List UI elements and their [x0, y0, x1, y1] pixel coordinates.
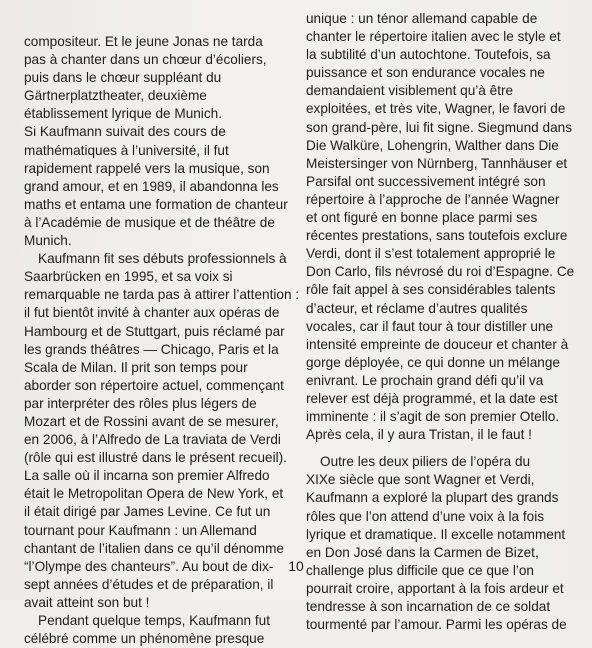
text-line: gorge déployée, ce qui donne un mélange — [306, 354, 560, 370]
text-line: avait atteint son but ! — [24, 594, 150, 610]
text-line: maths et entama une formation de chanteur — [24, 196, 288, 212]
text-line: lyrique et dramatique. Il excelle notamment — [306, 526, 566, 542]
text-line: et ont figuré en bonne place parmi ses — [306, 210, 538, 226]
text-line: était le Metropolitan Opera de New York, et — [24, 486, 284, 502]
text-line: il était dirigé par James Levine. Ce fut un — [24, 504, 271, 520]
text-line: La salle où il incarna son premier Alfredo — [24, 468, 270, 484]
text-line: demandaient visiblement qu’à être — [306, 83, 514, 99]
text-line: sept années d’études et de préparation, il — [24, 576, 274, 592]
text-line — [306, 444, 586, 453]
text-line: enivrant. Le prochain grand défi qu’il va — [306, 372, 544, 388]
text-line: Pendant quelque temps, Kaufmann fut — [38, 613, 271, 628]
text-line: exploitées, et très vite, Wagner, le favori de — [306, 101, 566, 117]
text-line: Meistersinger von Nürnberg, Tannhäuser et — [306, 155, 568, 171]
text-line: Après cela, il y aura Tristan, il le faut ! — [306, 427, 532, 443]
text-line: relever est déjà programmé, et la date est — [306, 390, 558, 406]
text-line: compositeur. Et le jeune Jonas ne tarda — [24, 34, 263, 49]
text-line: XIXe siècle que sont Wagner et Verdi, — [306, 472, 535, 488]
text-line: Die Walküre, Lohengrin, Walther dans Die — [306, 137, 559, 153]
text-line: Outre les deux piliers de l’opéra du — [320, 454, 531, 470]
text-line: Parsifal ont successivement intégré son — [306, 173, 546, 189]
text-line: Kaufmann a exploré la plupart des grands — [306, 490, 559, 506]
text-line: Munich. — [24, 233, 72, 249]
text-line: chantant de l’italien dans ce qu’il dénomme — [24, 540, 284, 556]
text-line: imminente : il s’agit de son premier Otello. — [306, 409, 560, 425]
text-line: à l’Académie de musique et de théâtre de — [24, 214, 275, 230]
text-line: Scala de Milan. Il prit son temps pour — [24, 359, 248, 375]
text-line: rôle fait appel à ses considérables talents — [306, 282, 556, 298]
text-line: rôles que l’on attend d’une voix à la fois — [306, 508, 545, 524]
text-line: répertoire à l’approche de l’année Wagner — [306, 191, 560, 207]
text-line: pourrait croire, apportant à la fois ardeur et — [306, 580, 564, 596]
text-line: Gärtnerplatztheater, deuxième — [24, 88, 207, 104]
text-line: récentes prestations, sans toutefois exclure — [306, 228, 568, 244]
text-line: puissance et son endurance vocales ne — [306, 65, 545, 81]
text-line: vocales, car il faut tour à tour distiller une — [306, 318, 554, 334]
text-line: (rôle qui est illustré dans le présent recueil). — [24, 450, 287, 466]
text-line: Kaufmann fit ses débuts professionnels à — [38, 251, 287, 267]
text-line: pas à chanter dans un chœur d’écoliers, — [24, 52, 267, 68]
text-line: son grand-père, lui fit signe. Siegmund dans — [306, 119, 572, 135]
text-line: la subtilité d’un autochtone. Toutefois, sa — [306, 47, 551, 63]
text-line: tourmenté par l’amour. Parmi les opéras de — [306, 617, 567, 633]
text-line: intensité empreinte de douceur et chanter à — [306, 336, 569, 352]
text-line: aborder son répertoire actuel, commençant — [24, 377, 284, 393]
text-line: mathématiques à l’université, il fut — [24, 142, 229, 158]
text-line: Don Carlo, fils névrosé du roi d’Espagne. Ce — [306, 264, 575, 280]
text-line: célébré comme un phénomène presque — [24, 631, 265, 647]
text-line: rapidement rappelé vers la musique, son — [24, 160, 270, 176]
page-number: 10 — [288, 558, 304, 574]
right-text-column — [306, 10, 586, 634]
text-line: grand amour, et en 1989, il abandonna les — [24, 178, 279, 194]
text-line: tendresse à son incarnation de ce soldat — [306, 599, 551, 614]
text-line: puis dans le chœur suppléant du — [24, 70, 222, 86]
text-line: Si Kaufmann suivait des cours de — [24, 124, 226, 140]
text-line: il fut bientôt invité à chanter aux opéras de — [24, 305, 280, 321]
text-line: Hambourg et de Stuttgart, puis réclamé par — [24, 323, 285, 339]
text-line: Verdi, dont il s’est totalement approprié le — [306, 246, 556, 262]
text-line: établissement lyrique de Munich. — [24, 106, 222, 122]
text-line: challenge plus difficile que ce que l’on — [306, 562, 534, 578]
text-line: “l’Olympe des chanteurs”. Au bout de dix- — [24, 558, 274, 574]
text-line: remarquable ne tarda pas à attirer l’attention : — [24, 287, 300, 303]
text-line: Mozart et de Rossini avant de se mesurer, — [24, 413, 279, 429]
text-line: d’acteur, et réclame d’autres qualités — [306, 300, 528, 316]
text-line: tournant pour Kaufmann : un Allemand — [24, 522, 257, 538]
text-line: Saarbrücken en 1995, et sa voix si — [24, 269, 233, 285]
text-line: par interpréter des rôles plus légers de — [24, 395, 257, 411]
text-line: unique : un ténor allemand capable de — [306, 11, 538, 26]
text-line: chanter le répertoire italien avec le style et — [306, 29, 561, 45]
text-line: en 2006, à l’Alfredo de La traviata de Verdi — [24, 432, 281, 448]
text-line: en Don José dans la Carmen de Bizet, — [306, 544, 539, 560]
text-line: les grands théâtres — Chicago, Paris et la — [24, 341, 279, 357]
